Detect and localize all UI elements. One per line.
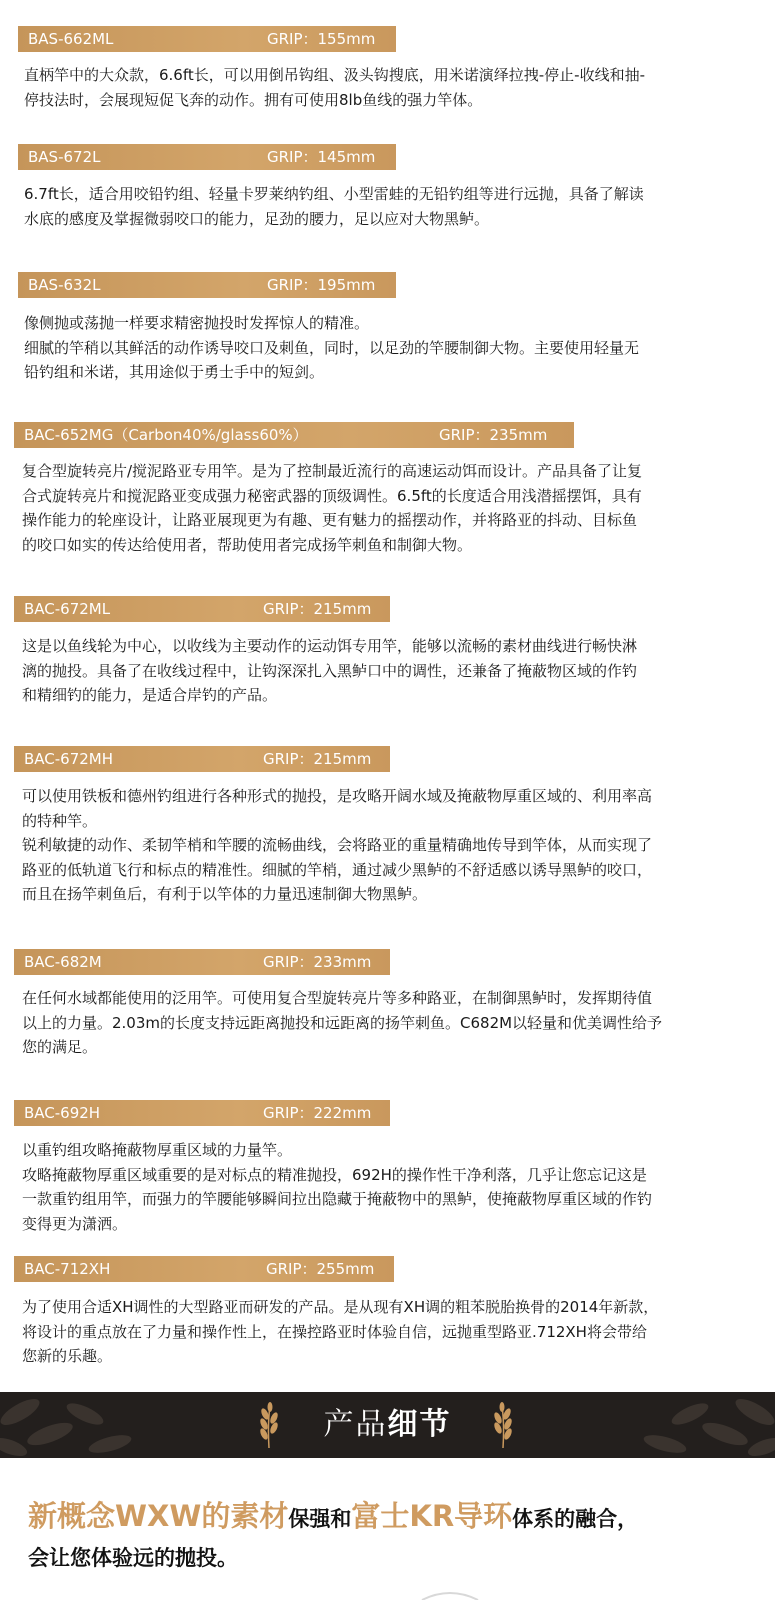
product-description	[22, 1138, 752, 1236]
grip-length: GRIP：235mm	[439, 426, 548, 444]
spec-bar	[14, 1100, 390, 1126]
model-name: BAC-712XH	[24, 1260, 111, 1278]
grip-length: GRIP：222mm	[263, 1104, 372, 1122]
model-name: BAS-662ML	[28, 30, 114, 48]
description-line: 将设计的重点放在了力量和操作性上，在操控路亚时体验自信，远抛重型路亚.712XH将会带给	[22, 1322, 647, 1341]
model-name: BAS-672L	[28, 148, 101, 166]
description-line: 漓的抛投。具备了在收线过程中，让钩深深扎入黑鲈口中的调性，还兼备了掩蔽物区域的作钓	[22, 661, 638, 680]
description-line: 的特种竿。	[22, 811, 98, 830]
section-title	[0, 1406, 775, 1444]
description-line: 您的满足。	[22, 1038, 98, 1056]
description-line: 路亚的低轨道飞行和标点的精准性。细腻的竿梢，通过减少黑鲈的不舒适感以诱导黑鲈的咬口，	[22, 860, 653, 879]
model-name: BAC-682M	[24, 953, 102, 971]
description-line: 为了使用合适XH调性的大型路亚而研发的产品。是从现有XH调的粗苯脱胎换骨的2014年新款，	[22, 1298, 659, 1316]
spec-bar	[18, 26, 396, 52]
description-line: 合式旋转亮片和搅泥路亚变成强力秘密武器的顶级调性。6.5ft的长度适合用浅潜摇摆饵，具有	[22, 486, 642, 505]
description-line: 以重钓组攻略掩蔽物厚重区域的力量竿。	[22, 1141, 293, 1159]
product-details-banner	[0, 1392, 775, 1458]
section-title-bold: 细节	[387, 1407, 452, 1442]
grip-length: GRIP：255mm	[266, 1260, 375, 1278]
spec-bar	[18, 272, 396, 298]
description-line: 一款重钓组用竿，而强力的竿腰能够瞬间拉出隐藏于掩蔽物中的黑鲈，使掩蔽物厚重区域的作钓	[22, 1190, 653, 1208]
description-line: 在任何水域都能使用的泛用竿。可使用复合型旋转亮片等多种路亚，在制御黑鲈时，发挥期待值	[22, 989, 653, 1007]
tagline-highlight-material: 新概念WXW的素材	[28, 1499, 289, 1533]
product-description	[22, 986, 752, 1060]
description-line: 操作能力的轮座设计，让路亚展现更为有趣、更有魅力的摇摆动作，并将路亚的抖动、目标鱼	[22, 511, 638, 529]
model-name: BAS-632L	[28, 276, 101, 294]
grip-length: GRIP：145mm	[267, 148, 376, 166]
spec-bar	[14, 746, 390, 772]
description-line: 和精细钓的能力，是适合岸钓的产品。	[22, 686, 278, 704]
model-name: BAC-672ML	[24, 600, 111, 618]
description-line: 像侧抛或荡抛一样要求精密抛投时发挥惊人的精准。	[24, 314, 370, 332]
product-description	[22, 459, 752, 557]
grip-length: GRIP：195mm	[267, 276, 376, 294]
feature-tagline	[28, 1496, 768, 1575]
spec-bar	[14, 422, 574, 448]
description-line: 变得更为潇洒。	[22, 1214, 128, 1233]
description-line: 您新的乐趣。	[22, 1347, 113, 1365]
description-line: 可以使用铁板和德州钓组进行各种形式的抛投，是攻略开阔水域及掩蔽物厚重区域的、利用率高	[22, 787, 653, 805]
product-description	[24, 182, 754, 231]
model-name: BAC-692H	[24, 1104, 101, 1122]
description-line: 细腻的竿稍以其鲜活的动作诱导咬口及刺鱼，同时，以足劲的竿腰制御大物。主要使用轻量无	[24, 338, 640, 357]
spec-bar	[14, 1256, 394, 1282]
description-line: 水底的感度及掌握微弱咬口的能力，足劲的腰力，足以应对大物黑鲈。	[24, 209, 490, 228]
grip-length: GRIP：215mm	[263, 750, 372, 768]
description-line: 停技法时，会展现短促飞奔的动作。拥有可使用8lb鱼线的强力竿体。	[24, 90, 483, 109]
description-line: 铅钓组和米诺，其用途似于勇士手中的短剑。	[24, 363, 325, 381]
description-line: 的咬口如实的传达给使用者，帮助使用者完成扬竿刺鱼和制御大物。	[22, 535, 473, 554]
description-line: 而且在扬竿刺鱼后，有利于以竿体的力量迅速制御大物黑鲈。	[22, 885, 428, 903]
description-line: 以上的力量。2.03m的长度支持远距离抛投和远距离的扬竿刺鱼。C682M以轻量和优美调性给予	[22, 1013, 663, 1032]
description-line: 攻略掩蔽物厚重区域重要的是对标点的精准抛投，692H的操作性干净利落，几乎让您忘记这是	[22, 1165, 647, 1184]
tagline-text: 保强和	[288, 1507, 352, 1531]
product-description	[22, 1295, 752, 1369]
model-name: BAC-672MH	[24, 750, 114, 768]
tagline-text: 体系的融合，	[512, 1507, 639, 1531]
description-line: 锐利敏捷的动作、柔韧竿梢和竿腰的流畅曲线，会将路亚的重量精确地传导到竿体，从而实现了	[22, 836, 653, 854]
product-description	[24, 311, 754, 385]
spec-bar	[14, 596, 390, 622]
section-title-light: 产品	[323, 1407, 388, 1442]
tagline-line-2: 会让您体验远的抛投。	[28, 1546, 238, 1570]
description-line: 这是以鱼线轮为中心，以收线为主要动作的运动饵专用竿，能够以流畅的素材曲线进行畅快淋	[22, 637, 638, 655]
product-description	[22, 784, 752, 907]
description-line: 直柄竿中的大众款，6.6ft长，可以用倒吊钩组、汲头钩搜底，用米诺演绎拉拽-停止-收线和抽-	[24, 66, 645, 84]
model-name: BAC-652MG（Carbon40%/glass60%）	[24, 426, 308, 444]
grip-length: GRIP：233mm	[263, 953, 372, 971]
spec-bar	[14, 949, 390, 975]
tagline-highlight-guides: 富士KR导环	[351, 1499, 513, 1533]
product-description	[22, 634, 752, 708]
product-description	[24, 63, 754, 112]
spec-bar	[18, 144, 396, 170]
grip-length: GRIP：155mm	[267, 30, 376, 48]
grip-length: GRIP：215mm	[263, 600, 372, 618]
description-line: 复合型旋转亮片/搅泥路亚专用竿。是为了控制最近流行的高速运动饵而设计。产品具备了让复	[22, 462, 643, 480]
description-line: 6.7ft长，适合用咬铅钓组、轻量卡罗莱纳钓组、小型雷蛙的无铅钓组等进行远抛，具备了解读	[24, 185, 644, 203]
product-image-edge	[420, 1588, 480, 1600]
